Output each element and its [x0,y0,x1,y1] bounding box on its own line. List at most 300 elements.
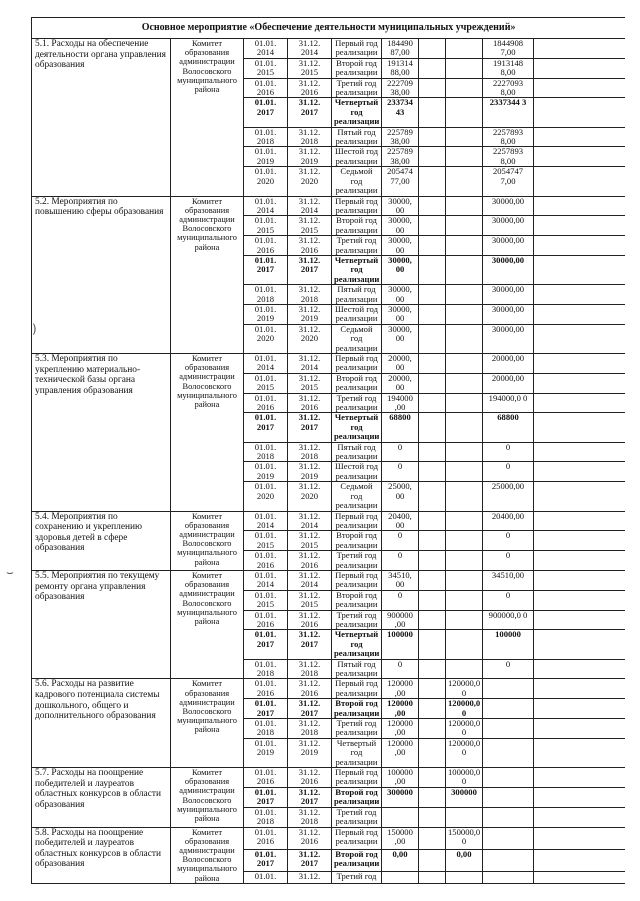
empty-cell [419,285,446,305]
empty-cell [534,827,626,849]
start-date: 01.01. 2017 [244,630,288,659]
period-label: Пятый год реализации [332,442,382,462]
empty-cell [534,196,626,216]
empty-cell [419,167,446,196]
start-date: 01.01. 2017 [244,787,288,807]
regional-amount [446,462,483,482]
period-label: Второй год реализации [332,373,382,393]
empty-cell [419,196,446,216]
empty-cell [419,236,446,256]
total-amount: 100000 [382,630,419,659]
total-amount: 30000, 00 [382,285,419,305]
margin-bracket-mark: ) [32,322,37,336]
total-amount: 900000 ,00 [382,610,419,630]
empty-cell [419,462,446,482]
local-amount: 30000,00 [483,236,534,256]
total-amount: 233734 43 [382,98,419,127]
empty-cell [419,630,446,659]
local-amount: 0 [483,531,534,551]
total-amount [382,807,419,827]
period-label: Первый год реализации [332,196,382,216]
start-date: 01.01. 2018 [244,127,288,147]
end-date: 31.12. 2015 [288,590,332,610]
local-amount: 0 [483,659,534,679]
total-amount: 222709 38,00 [382,78,419,98]
regional-amount [446,630,483,659]
regional-amount [446,590,483,610]
total-amount: 0 [382,442,419,462]
total-amount: 225789 38,00 [382,127,419,147]
local-amount: 68800 [483,413,534,442]
period-label: Первый год реализации [332,768,382,788]
empty-cell [534,849,626,871]
empty-cell [534,127,626,147]
empty-cell [534,511,626,531]
end-date: 31.12. 2016 [288,393,332,413]
regional-amount [446,511,483,531]
regional-amount [446,442,483,462]
empty-cell [419,768,446,788]
regional-amount [446,393,483,413]
empty-cell [534,236,626,256]
regional-amount: 300000 [446,787,483,807]
total-amount: 25000, 00 [382,482,419,511]
local-amount: 25000,00 [483,482,534,511]
table-row [32,570,626,590]
end-date: 31.12. 2014 [288,511,332,531]
total-amount: 0 [382,531,419,551]
start-date: 01.01. 2019 [244,462,288,482]
start-date: 01.01. 2020 [244,482,288,511]
start-date: 01.01. 2016 [244,827,288,849]
end-date: 31.12. 2017 [288,849,332,871]
period-label: Первый год реализации [332,354,382,374]
total-amount [382,872,419,884]
period-label: Третий год реализации [332,78,382,98]
empty-cell [534,98,626,127]
regional-amount [446,610,483,630]
local-amount: 0 [483,590,534,610]
end-date: 31.12. 2015 [288,373,332,393]
empty-cell [534,610,626,630]
start-date: 01.01. 2016 [244,393,288,413]
local-amount: 900000,0 0 [483,610,534,630]
regional-amount [446,127,483,147]
regional-amount [446,285,483,305]
regional-amount: 150000,0 0 [446,827,483,849]
period-label: Шестой год реализации [332,304,382,324]
total-amount: 120000 ,00 [382,738,419,767]
end-date: 31.12. 2016 [288,551,332,571]
start-date: 01.01. 2016 [244,610,288,630]
total-amount: 20400, 00 [382,511,419,531]
empty-cell [534,807,626,827]
start-date: 01.01. 2014 [244,354,288,374]
section-header: Основное мероприятие «Обеспечение деятельности муниципальных учреждений» [32,18,626,39]
total-amount: 100000 ,00 [382,768,419,788]
executor-org: Комитет образования администрации Волосовского муниципального района [171,827,244,883]
period-label: Седьмой год реализации [332,482,382,511]
period-label: Первый год реализации [332,39,382,59]
total-amount: 30000, 00 [382,255,419,284]
end-date: 31.12. 2017 [288,699,332,719]
total-amount: 30000, 00 [382,324,419,353]
empty-cell [534,659,626,679]
empty-cell [534,255,626,284]
document-page [31,17,625,901]
start-date: 01.01. [244,872,288,884]
total-amount: 184490 87,00 [382,39,419,59]
regional-amount [446,354,483,374]
measure-name: 5.5. Мероприятия по текущему ремонту органа управления образования [32,570,171,678]
end-date: 31.12. 2019 [288,738,332,767]
end-date: 31.12. 2014 [288,354,332,374]
empty-cell [419,78,446,98]
empty-cell [534,462,626,482]
regional-amount [446,413,483,442]
total-amount: 150000 ,00 [382,827,419,849]
total-amount: 30000, 00 [382,304,419,324]
local-amount [483,699,534,719]
end-date: 31.12. 2016 [288,679,332,699]
empty-cell [419,373,446,393]
empty-cell [419,570,446,590]
start-date: 01.01. 2019 [244,304,288,324]
empty-cell [534,551,626,571]
local-amount: 0 [483,551,534,571]
total-amount: 30000, 00 [382,236,419,256]
empty-cell [534,570,626,590]
empty-cell [534,354,626,374]
empty-cell [534,324,626,353]
empty-cell [419,872,446,884]
period-label: Седьмой год реализации [332,167,382,196]
empty-cell [419,216,446,236]
regional-amount [446,551,483,571]
start-date: 01.01. 2014 [244,570,288,590]
period-label: Третий год реализации [332,807,382,827]
empty-cell [419,255,446,284]
local-amount: 34510,00 [483,570,534,590]
empty-cell [534,699,626,719]
start-date: 01.01. 2019 [244,147,288,167]
empty-cell [534,167,626,196]
start-date: 01.01. 2018 [244,659,288,679]
empty-cell [419,699,446,719]
period-label: Третий год реализации [332,719,382,739]
local-amount: 30000,00 [483,216,534,236]
total-amount: 191314 88,00 [382,58,419,78]
empty-cell [534,590,626,610]
start-date: 01.01. 2019 [244,738,288,767]
start-date: 01.01. 2018 [244,719,288,739]
period-label: Третий год реализации [332,393,382,413]
start-date: 01.01. 2016 [244,236,288,256]
start-date: 01.01. 2020 [244,324,288,353]
period-label: Первый год реализации [332,679,382,699]
measure-name: 5.1. Расходы на обеспечение деятельности органа управления образования [32,39,171,197]
local-amount: 30000,00 [483,324,534,353]
regional-amount: 120000,0 0 [446,738,483,767]
table-row [32,354,626,374]
start-date: 01.01. 2016 [244,78,288,98]
regional-amount [446,39,483,59]
regional-amount [446,167,483,196]
table-row [32,511,626,531]
table-row [32,827,626,849]
margin-bracket-mark: ⌣ [6,565,14,579]
total-amount: 30000, 00 [382,196,419,216]
total-amount: 30000, 00 [382,216,419,236]
regional-amount [446,807,483,827]
period-label: Четвертый год реализации [332,738,382,767]
period-label: Пятый год реализации [332,659,382,679]
local-amount: 2227093 8,00 [483,78,534,98]
executor-org: Комитет образования администрации Волосовского муниципального района [171,511,244,570]
empty-cell [419,442,446,462]
local-amount: 20000,00 [483,373,534,393]
total-amount: 34510, 00 [382,570,419,590]
table-row [32,679,626,699]
empty-cell [419,849,446,871]
end-date: 31.12. 2018 [288,659,332,679]
local-amount: 0 [483,442,534,462]
empty-cell [419,127,446,147]
period-label: Второй год реализации [332,531,382,551]
empty-cell [534,147,626,167]
period-label: Шестой год реализации [332,462,382,482]
local-amount: 20400,00 [483,511,534,531]
period-label: Второй год реализации [332,787,382,807]
period-label: Шестой год реализации [332,147,382,167]
local-amount [483,679,534,699]
period-label: Первый год реализации [332,827,382,849]
end-date: 31.12. 2016 [288,236,332,256]
start-date: 01.01. 2017 [244,255,288,284]
measure-name: 5.8. Расходы на поощрение победителей и лауреатов областных конкурсов в области образования [32,827,171,883]
end-date: 31.12. 2018 [288,442,332,462]
total-amount: 20000, 00 [382,373,419,393]
empty-cell [419,511,446,531]
total-amount: 0,00 [382,849,419,871]
total-amount: 194000 ,00 [382,393,419,413]
measure-name: 5.4. Мероприятия по сохранению и укреплению здоровья детей в сфере образования [32,511,171,570]
local-amount: 2054747 7,00 [483,167,534,196]
local-amount [483,807,534,827]
empty-cell [419,354,446,374]
period-label: Третий год [332,872,382,884]
period-label: Третий год реализации [332,236,382,256]
local-amount: 2257893 8,00 [483,127,534,147]
regional-amount [446,659,483,679]
start-date: 01.01. 2015 [244,590,288,610]
empty-cell [419,807,446,827]
empty-cell [534,304,626,324]
end-date: 31.12. 2017 [288,98,332,127]
period-label: Второй год реализации [332,849,382,871]
local-amount: 1844908 7,00 [483,39,534,59]
start-date: 01.01. 2017 [244,98,288,127]
end-date: 31.12. 2016 [288,768,332,788]
regional-amount: 120000,0 0 [446,699,483,719]
total-amount: 120000 ,00 [382,699,419,719]
end-date: 31.12. 2017 [288,255,332,284]
empty-cell [534,872,626,884]
regional-amount [446,531,483,551]
empty-cell [419,531,446,551]
executor-org: Комитет образования администрации Волосовского муниципального района [171,354,244,512]
end-date: 31.12. 2014 [288,570,332,590]
empty-cell [419,551,446,571]
empty-cell [534,738,626,767]
end-date: 31.12. 2019 [288,147,332,167]
empty-cell [534,630,626,659]
empty-cell [419,719,446,739]
end-date: 31.12. 2016 [288,78,332,98]
empty-cell [534,719,626,739]
empty-cell [534,39,626,59]
local-amount: 30000,00 [483,285,534,305]
period-label: Первый год реализации [332,570,382,590]
local-amount: 100000 [483,630,534,659]
regional-amount [446,373,483,393]
executor-org: Комитет образования администрации Волосовского муниципального района [171,570,244,678]
empty-cell [534,679,626,699]
period-label: Седьмой год реализации [332,324,382,353]
start-date: 01.01. 2017 [244,699,288,719]
local-amount: 20000,00 [483,354,534,374]
start-date: 01.01. 2020 [244,167,288,196]
measure-name: 5.2. Мероприятия по повышению сферы образования [32,196,171,354]
total-amount: 68800 [382,413,419,442]
local-amount: 30000,00 [483,196,534,216]
start-date: 01.01. 2014 [244,39,288,59]
local-amount [483,827,534,849]
period-label: Пятый год реализации [332,127,382,147]
end-date: 31.12. 2015 [288,216,332,236]
end-date: 31.12. 2019 [288,304,332,324]
end-date: 31.12. 2017 [288,630,332,659]
empty-cell [419,393,446,413]
local-amount: 2257893 8,00 [483,147,534,167]
empty-cell [419,58,446,78]
end-date: 31.12. 2020 [288,482,332,511]
end-date: 31.12. 2015 [288,531,332,551]
program-table [31,17,625,884]
start-date: 01.01. 2016 [244,551,288,571]
end-date: 31.12. 2014 [288,39,332,59]
empty-cell [419,610,446,630]
regional-amount: 120000,0 0 [446,679,483,699]
period-label: Пятый год реализации [332,285,382,305]
period-label: Третий год реализации [332,610,382,630]
start-date: 01.01. 2016 [244,768,288,788]
regional-amount [446,255,483,284]
regional-amount [446,872,483,884]
local-amount [483,719,534,739]
empty-cell [419,787,446,807]
empty-cell [534,413,626,442]
empty-cell [419,304,446,324]
total-amount: 20000, 00 [382,354,419,374]
regional-amount: 0,00 [446,849,483,871]
local-amount: 194000,0 0 [483,393,534,413]
period-label: Первый год реализации [332,511,382,531]
total-amount: 0 [382,551,419,571]
executor-org: Комитет образования администрации Волосовского муниципального района [171,679,244,768]
empty-cell [419,39,446,59]
start-date: 01.01. 2014 [244,511,288,531]
local-amount: 0 [483,462,534,482]
local-amount [483,849,534,871]
empty-cell [534,373,626,393]
period-label: Второй год реализации [332,699,382,719]
empty-cell [534,768,626,788]
total-amount: 0 [382,462,419,482]
start-date: 01.01. 2014 [244,196,288,216]
start-date: 01.01. 2018 [244,285,288,305]
local-amount [483,872,534,884]
empty-cell [534,442,626,462]
regional-amount [446,236,483,256]
end-date: 31.12. 2018 [288,127,332,147]
empty-cell [419,738,446,767]
local-amount: 2337344 3 [483,98,534,127]
period-label: Второй год реализации [332,216,382,236]
start-date: 01.01. 2015 [244,216,288,236]
executor-org: Комитет образования администрации Волосовского муниципального района [171,768,244,827]
local-amount: 30000,00 [483,304,534,324]
empty-cell [534,216,626,236]
empty-cell [534,787,626,807]
local-amount: 1913148 8,00 [483,58,534,78]
total-amount: 120000 ,00 [382,719,419,739]
empty-cell [534,78,626,98]
end-date: 31.12. [288,872,332,884]
period-label: Третий год реализации [332,551,382,571]
empty-cell [419,324,446,353]
end-date: 31.12. 2018 [288,719,332,739]
regional-amount: 120000,0 0 [446,719,483,739]
local-amount [483,738,534,767]
end-date: 31.12. 2017 [288,787,332,807]
end-date: 31.12. 2016 [288,827,332,849]
executor-org: Комитет образования администрации Волосовского муниципального района [171,39,244,197]
local-amount: 30000,00 [483,255,534,284]
period-label: Четвертый год реализации [332,630,382,659]
period-label: Второй год реализации [332,58,382,78]
regional-amount [446,570,483,590]
total-amount: 225789 38,00 [382,147,419,167]
period-label: Четвертый год реализации [332,98,382,127]
regional-amount [446,216,483,236]
end-date: 31.12. 2016 [288,610,332,630]
empty-cell [419,827,446,849]
end-date: 31.12. 2014 [288,196,332,216]
regional-amount [446,78,483,98]
regional-amount [446,98,483,127]
total-amount: 0 [382,590,419,610]
total-amount: 120000 ,00 [382,679,419,699]
end-date: 31.12. 2020 [288,167,332,196]
regional-amount [446,324,483,353]
measure-name: 5.7. Расходы на поощрение победителей и лауреатов областных конкурсов в области образования [32,768,171,827]
total-amount: 0 [382,659,419,679]
end-date: 31.12. 2019 [288,462,332,482]
local-amount [483,787,534,807]
executor-org: Комитет образования администрации Волосовского муниципального района [171,196,244,354]
measure-name: 5.3. Мероприятия по укреплению материально-технической базы органа управления образования [32,354,171,512]
